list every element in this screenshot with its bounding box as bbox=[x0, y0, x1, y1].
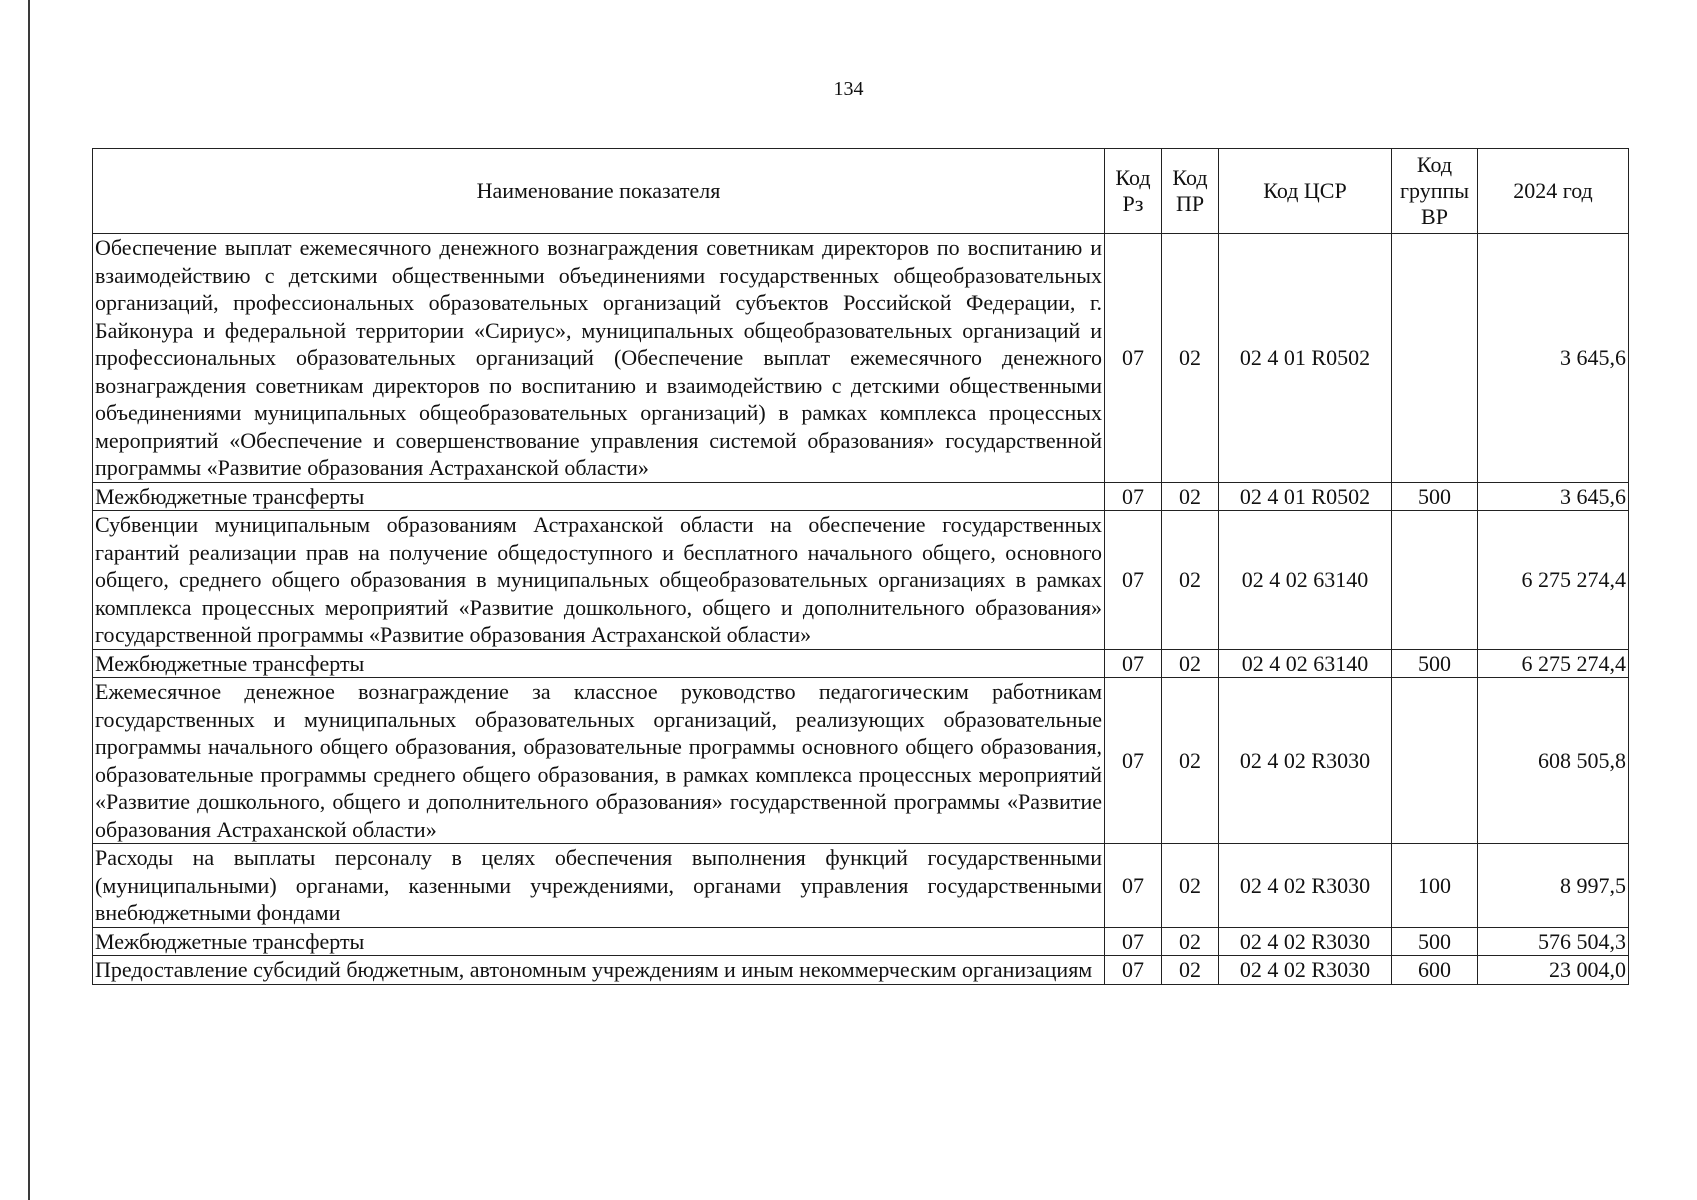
binding-edge-line bbox=[28, 0, 30, 1200]
table-row bbox=[93, 844, 1629, 928]
row-pr: 02 bbox=[1162, 678, 1219, 844]
row-csr: 02 4 01 R0502 bbox=[1219, 234, 1392, 483]
table-row bbox=[93, 649, 1629, 678]
row-amount: 8 997,5 bbox=[1478, 844, 1629, 928]
row-csr: 02 4 02 R3030 bbox=[1219, 678, 1392, 844]
row-pr: 02 bbox=[1162, 649, 1219, 678]
row-vr bbox=[1392, 678, 1478, 844]
row-pr: 02 bbox=[1162, 511, 1219, 650]
header-csr: Код ЦСР bbox=[1219, 149, 1392, 234]
row-pr: 02 bbox=[1162, 482, 1219, 511]
budget-table bbox=[92, 148, 1629, 985]
table-row bbox=[93, 678, 1629, 844]
row-pr: 02 bbox=[1162, 234, 1219, 483]
header-name: Наименование показателя bbox=[93, 149, 1105, 234]
row-amount: 608 505,8 bbox=[1478, 678, 1629, 844]
row-rz: 07 bbox=[1105, 511, 1162, 650]
row-rz: 07 bbox=[1105, 234, 1162, 483]
row-amount: 576 504,3 bbox=[1478, 927, 1629, 956]
row-name: Предоставление субсидий бюджетным, автономным учреждениям и иным некоммерческим организациям bbox=[93, 956, 1105, 985]
header-vr: Код группы ВР bbox=[1392, 149, 1478, 234]
row-name: Расходы на выплаты персоналу в целях обеспечения выполнения функций государственными (муниципальными) органами, казенными учреждениями, органами управления государственными внебюджетными фондами bbox=[93, 844, 1105, 928]
row-name: Межбюджетные трансферты bbox=[93, 927, 1105, 956]
row-name: Ежемесячное денежное вознаграждение за классное руководство педагогическим работникам государственных и муниципальных образовательных организаций, реализующих образовательные программы начального общего образования, образовательные программы основного общего образования, образовательные программы среднего общего образования, в рамках комплекса процессных мероприятий «Развитие дошкольного, общего и дополнительного образования» государственной программы «Развитие образования Астраханской области» bbox=[93, 678, 1105, 844]
table-header-row bbox=[93, 149, 1629, 234]
row-rz: 07 bbox=[1105, 482, 1162, 511]
row-csr: 02 4 02 63140 bbox=[1219, 649, 1392, 678]
row-rz: 07 bbox=[1105, 956, 1162, 985]
table-row bbox=[93, 234, 1629, 483]
header-rz: Код Рз bbox=[1105, 149, 1162, 234]
row-amount: 3 645,6 bbox=[1478, 482, 1629, 511]
table-row bbox=[93, 927, 1629, 956]
row-amount: 23 004,0 bbox=[1478, 956, 1629, 985]
row-vr: 500 bbox=[1392, 927, 1478, 956]
row-csr: 02 4 02 63140 bbox=[1219, 511, 1392, 650]
table-row bbox=[93, 511, 1629, 650]
row-vr bbox=[1392, 234, 1478, 483]
row-csr: 02 4 02 R3030 bbox=[1219, 844, 1392, 928]
header-year: 2024 год bbox=[1478, 149, 1629, 234]
row-amount: 6 275 274,4 bbox=[1478, 511, 1629, 650]
row-rz: 07 bbox=[1105, 678, 1162, 844]
row-csr: 02 4 02 R3030 bbox=[1219, 956, 1392, 985]
row-vr: 600 bbox=[1392, 956, 1478, 985]
row-vr: 100 bbox=[1392, 844, 1478, 928]
row-rz: 07 bbox=[1105, 649, 1162, 678]
header-pr: Код ПР bbox=[1162, 149, 1219, 234]
row-csr: 02 4 01 R0502 bbox=[1219, 482, 1392, 511]
row-rz: 07 bbox=[1105, 927, 1162, 956]
row-name: Межбюджетные трансферты bbox=[93, 482, 1105, 511]
row-name: Межбюджетные трансферты bbox=[93, 649, 1105, 678]
page-number: 134 bbox=[833, 78, 864, 100]
row-name: Обеспечение выплат ежемесячного денежного вознаграждения советникам директоров по воспитанию и взаимодействию с детскими общественными объединениями государственных общеобразовательных организаций, профессиональных образовательных организаций субъектов Российской Федерации, г. Байконура и федеральной территории «Сириус», муниципальных общеобразовательных организаций и профессиональных образовательных организаций (Обеспечение выплат ежемесячного денежного вознаграждения советникам директоров по воспитанию и взаимодействию с детскими общественными объединениями муниципальных общеобразовательных организаций) в рамках комплекса процессных мероприятий «Обеспечение и совершенствование управления системой образования» государственной программы «Развитие образования Астраханской области» bbox=[93, 234, 1105, 483]
row-csr: 02 4 02 R3030 bbox=[1219, 927, 1392, 956]
row-name: Субвенции муниципальным образованиям Астраханской области на обеспечение государственных гарантий реализации прав на получение общедоступного и бесплатного начального общего, основного общего, среднего общего образования в муниципальных общеобразовательных организациях в рамках комплекса процессных мероприятий «Развитие дошкольного, общего и дополнительного образования» государственной программы «Развитие образования Астраханской области» bbox=[93, 511, 1105, 650]
row-vr bbox=[1392, 511, 1478, 650]
row-amount: 3 645,6 bbox=[1478, 234, 1629, 483]
table-row bbox=[93, 482, 1629, 511]
row-pr: 02 bbox=[1162, 927, 1219, 956]
row-pr: 02 bbox=[1162, 956, 1219, 985]
row-vr: 500 bbox=[1392, 482, 1478, 511]
row-vr: 500 bbox=[1392, 649, 1478, 678]
row-pr: 02 bbox=[1162, 844, 1219, 928]
row-amount: 6 275 274,4 bbox=[1478, 649, 1629, 678]
table-row bbox=[93, 956, 1629, 985]
row-rz: 07 bbox=[1105, 844, 1162, 928]
